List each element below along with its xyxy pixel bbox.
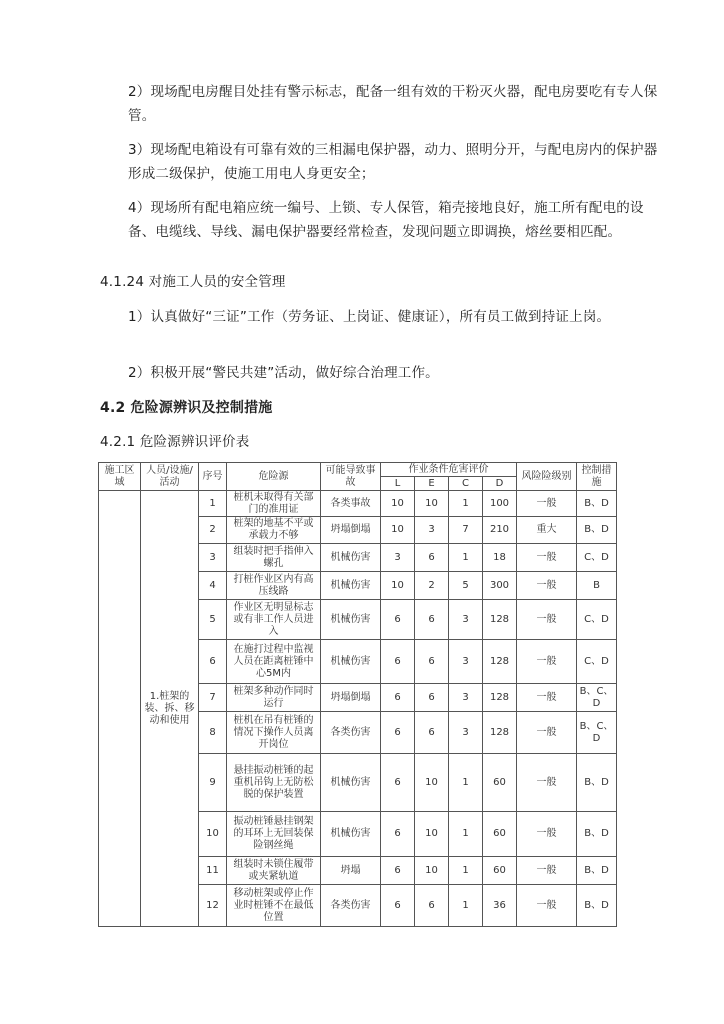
e-cell: 6 — [415, 712, 449, 754]
l-cell: 6 — [381, 684, 415, 712]
seq-cell: 4 — [199, 572, 227, 600]
e-cell: 6 — [415, 600, 449, 640]
e-cell: 6 — [415, 885, 449, 927]
measure-cell: B、D — [577, 812, 617, 857]
accident-cell: 机械伤害 — [321, 640, 381, 684]
c-cell: 3 — [449, 600, 483, 640]
e-cell: 6 — [415, 640, 449, 684]
d-cell: 128 — [483, 712, 517, 754]
hazard-cell: 作业区无明显标志或有非工作人员进入 — [227, 600, 321, 640]
hazard-cell: 桩架多种动作同时运行 — [227, 684, 321, 712]
d-cell: 128 — [483, 600, 517, 640]
seq-cell: 5 — [199, 600, 227, 640]
measure-cell: B、D — [577, 885, 617, 927]
level-cell: 一般 — [517, 491, 577, 517]
d-cell: 60 — [483, 754, 517, 812]
hazard-cell: 移动桩架或停止作业时桩锤不在最低位置 — [227, 885, 321, 927]
hazard-cell: 组装时未锁住履带或夹紧轨道 — [227, 857, 321, 885]
accident-cell: 机械伤害 — [321, 544, 381, 572]
group-label-cell: 1.桩架的装、拆、移动和使用 — [141, 491, 199, 927]
seq-cell: 2 — [199, 517, 227, 544]
header-L: L — [381, 477, 415, 491]
section-heading-4-2: 4.2 危险源辨识及控制措施 — [100, 400, 273, 416]
l-cell: 6 — [381, 857, 415, 885]
section-heading-4-1-24: 4.1.24 对施工人员的安全管理 — [100, 274, 286, 290]
header-C: C — [449, 477, 483, 491]
level-cell: 一般 — [517, 712, 577, 754]
paragraph-2: 2）现场配电房醒目处挂有警示标志，配备一组有效的干粉灭火器，配电房要吃有专人保管。 — [128, 84, 658, 124]
seq-cell: 9 — [199, 754, 227, 812]
e-cell: 10 — [415, 812, 449, 857]
e-cell: 2 — [415, 572, 449, 600]
l-cell: 3 — [381, 544, 415, 572]
measure-cell: B — [577, 572, 617, 600]
d-cell: 100 — [483, 491, 517, 517]
l-cell: 6 — [381, 600, 415, 640]
hazard-cell: 打桩作业区内有高压线路 — [227, 572, 321, 600]
hazard-cell: 悬挂振动桩锤的起重机吊钩上无防松脱的保护装置 — [227, 754, 321, 812]
accident-cell: 坍塌倒塌 — [321, 517, 381, 544]
d-cell: 128 — [483, 684, 517, 712]
accident-cell: 坍塌 — [321, 857, 381, 885]
measure-cell: B、C、D — [577, 712, 617, 754]
seq-cell: 8 — [199, 712, 227, 754]
d-cell: 300 — [483, 572, 517, 600]
paragraph-4: 4）现场所有配电箱应统一编号、上锁、专人保管，箱壳接地良好，施工所有配电的设备、电缆线、导线、漏电保护器要经常检查，发现问题立即调换，熔丝要相匹配。 — [128, 200, 644, 240]
level-cell: 一般 — [517, 885, 577, 927]
level-cell: 一般 — [517, 544, 577, 572]
header-evaluation: 作业条件危害评价 — [381, 463, 517, 477]
c-cell: 1 — [449, 857, 483, 885]
seq-cell: 12 — [199, 885, 227, 927]
level-cell: 一般 — [517, 754, 577, 812]
level-cell: 一般 — [517, 640, 577, 684]
level-cell: 一般 — [517, 600, 577, 640]
level-cell: 一般 — [517, 812, 577, 857]
l-cell: 6 — [381, 640, 415, 684]
header-person: 人员/设施/活动 — [141, 463, 199, 491]
level-cell: 一般 — [517, 572, 577, 600]
measure-cell: B、D — [577, 754, 617, 812]
hazard-evaluation-table — [98, 462, 617, 927]
measure-cell: B、D — [577, 491, 617, 517]
accident-cell: 各类伤害 — [321, 885, 381, 927]
l-cell: 10 — [381, 517, 415, 544]
measure-cell: C、D — [577, 544, 617, 572]
l-cell: 10 — [381, 491, 415, 517]
seq-cell: 11 — [199, 857, 227, 885]
l-cell: 10 — [381, 572, 415, 600]
measure-cell: C、D — [577, 600, 617, 640]
e-cell: 10 — [415, 491, 449, 517]
d-cell: 18 — [483, 544, 517, 572]
c-cell: 1 — [449, 885, 483, 927]
header-D: D — [483, 477, 517, 491]
c-cell: 1 — [449, 491, 483, 517]
header-level: 风险险级别 — [517, 463, 577, 491]
table-row — [99, 491, 617, 517]
seq-cell: 3 — [199, 544, 227, 572]
paragraph-3: 3）现场配电箱设有可靠有效的三相漏电保护器，动力、照明分开，与配电房内的保护器形成二级保护，使施工用电人身更安全； — [128, 142, 658, 182]
measure-cell: B、D — [577, 517, 617, 544]
c-cell: 5 — [449, 572, 483, 600]
measure-cell: C、D — [577, 640, 617, 684]
l-cell: 6 — [381, 712, 415, 754]
d-cell: 36 — [483, 885, 517, 927]
accident-cell: 机械伤害 — [321, 572, 381, 600]
hazard-cell: 在施打过程中监视人员在距离桩锤中心5M内 — [227, 640, 321, 684]
c-cell: 3 — [449, 640, 483, 684]
l-cell: 6 — [381, 812, 415, 857]
level-cell: 一般 — [517, 857, 577, 885]
e-cell: 10 — [415, 754, 449, 812]
l-cell: 6 — [381, 754, 415, 812]
header-seq: 序号 — [199, 463, 227, 491]
seq-cell: 7 — [199, 684, 227, 712]
c-cell: 1 — [449, 812, 483, 857]
seq-cell: 1 — [199, 491, 227, 517]
accident-cell: 机械伤害 — [321, 812, 381, 857]
hazard-cell: 组装时把手指伸入螺孔 — [227, 544, 321, 572]
e-cell: 3 — [415, 517, 449, 544]
measure-cell: B、C、D — [577, 684, 617, 712]
area-cell — [99, 491, 141, 927]
hazard-cell: 桩架的地基不平或承载力不够 — [227, 517, 321, 544]
c-cell: 1 — [449, 754, 483, 812]
d-cell: 210 — [483, 517, 517, 544]
header-area: 施工区域 — [99, 463, 141, 491]
hazard-cell: 桩机在吊有桩锤的情况下操作人员离开岗位 — [227, 712, 321, 754]
header-E: E — [415, 477, 449, 491]
measure-cell: B、D — [577, 857, 617, 885]
accident-cell: 各类伤害 — [321, 712, 381, 754]
e-cell: 6 — [415, 684, 449, 712]
hazard-cell: 振动桩锤悬挂钢架的耳环上无回装保险钢丝绳 — [227, 812, 321, 857]
header-accident: 可能导致事故 — [321, 463, 381, 491]
e-cell: 6 — [415, 544, 449, 572]
d-cell: 60 — [483, 812, 517, 857]
section-heading-4-2-1: 4.2.1 危险源辨识评价表 — [100, 434, 250, 450]
l-cell: 6 — [381, 885, 415, 927]
e-cell: 10 — [415, 857, 449, 885]
c-cell: 3 — [449, 684, 483, 712]
c-cell: 3 — [449, 712, 483, 754]
paragraph-three-certificates: 1）认真做好“三证”工作（劳务证、上岗证、健康证），所有员工做到持证上岗。 — [128, 309, 611, 325]
accident-cell: 机械伤害 — [321, 600, 381, 640]
accident-cell: 坍塌倒塌 — [321, 684, 381, 712]
paragraph-police-civilian: 2）积极开展“警民共建”活动，做好综合治理工作。 — [128, 365, 439, 381]
level-cell: 一般 — [517, 684, 577, 712]
header-measure: 控制措施 — [577, 463, 617, 491]
hazard-cell: 桩机未取得有关部门的准用证 — [227, 491, 321, 517]
c-cell: 7 — [449, 517, 483, 544]
c-cell: 1 — [449, 544, 483, 572]
level-cell: 重大 — [517, 517, 577, 544]
accident-cell: 各类事故 — [321, 491, 381, 517]
header-hazard: 危险源 — [227, 463, 321, 491]
seq-cell: 6 — [199, 640, 227, 684]
accident-cell: 机械伤害 — [321, 754, 381, 812]
d-cell: 60 — [483, 857, 517, 885]
d-cell: 128 — [483, 640, 517, 684]
seq-cell: 10 — [199, 812, 227, 857]
